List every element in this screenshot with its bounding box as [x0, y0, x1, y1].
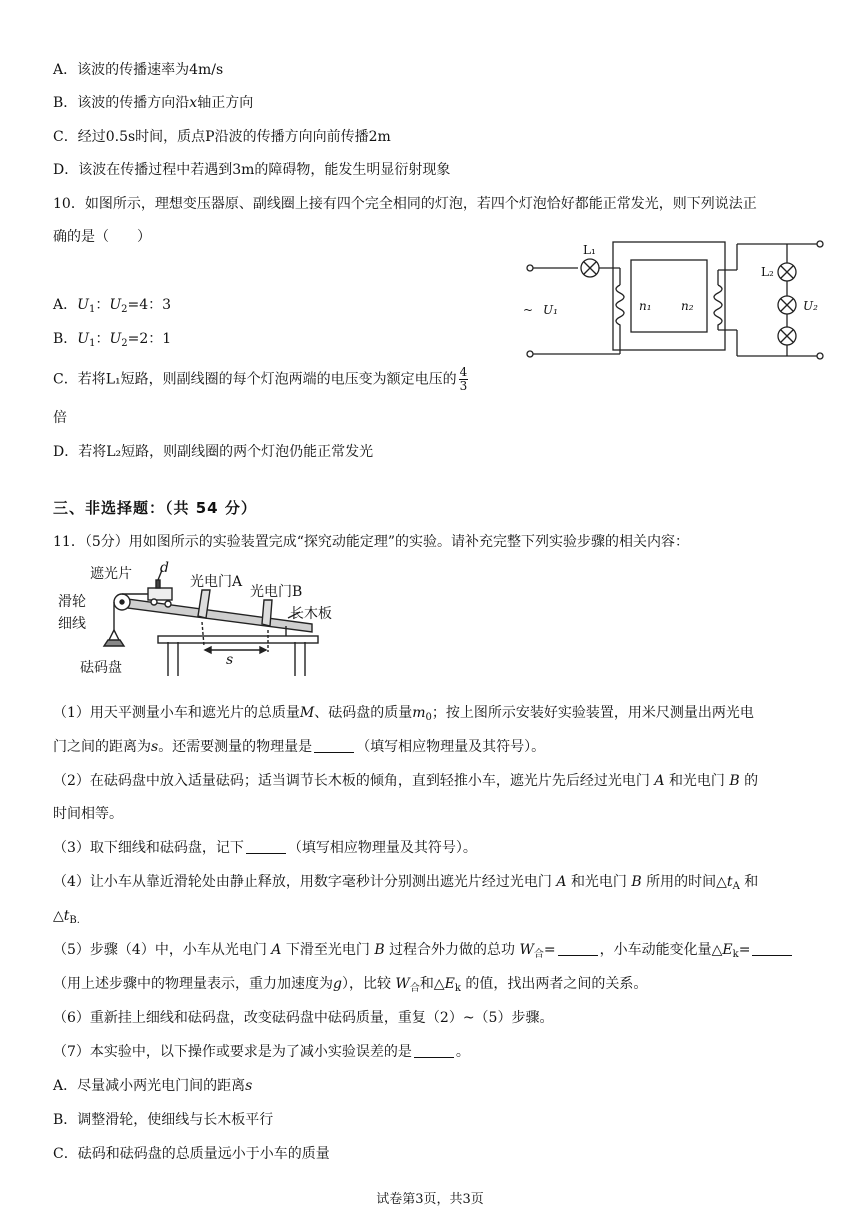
u1-label: U₁	[543, 303, 558, 317]
answer-blank-5[interactable]	[414, 1043, 454, 1058]
q11-option-a: A．尽量减小两光电门间的距离s	[53, 1078, 253, 1094]
q11-step2-line1: （2）在砝码盘中放入适量砝码；适当调节长木板的倾角，直到轻推小车，遮光片先后经过光电门 A 和光电门 B 的	[53, 773, 759, 789]
answer-blank-2[interactable]	[246, 839, 286, 854]
transformer-circuit-diagram	[505, 230, 835, 370]
lamp-l1-label: L₁	[583, 243, 596, 257]
q11-option-b: B．调整滑轮，使细线与长木板平行	[53, 1112, 274, 1128]
n1-label: n₁	[639, 299, 652, 313]
q10-option-c-tail: 倍	[53, 410, 67, 426]
q11-stem: 11．（5分）用如图所示的实验装置完成“探究动能定理”的实验。请补充完整下列实验步骤的相关内容：	[53, 534, 690, 550]
q10-stem-line1: 10．如图所示，理想变压器原、副线圈上接有四个完全相同的灯泡，若四个灯泡恰好都能正常发光，则下列说法正	[53, 196, 757, 212]
q9-option-b: B．该波的传播方向沿x轴正方向	[53, 95, 254, 111]
q10-option-a: A．$U_1$：$U_2=4$：3	[53, 297, 172, 315]
d-label: d	[160, 560, 169, 576]
q9-option-c: C．经过0.5s时间，质点P沿波的传播方向向前传播2m	[53, 129, 391, 145]
experiment-apparatus-figure	[50, 560, 370, 680]
pan-label: 砝码盘	[80, 660, 122, 676]
s-label: s	[226, 652, 234, 668]
gate-a-label: 光电门A	[190, 574, 243, 590]
page-footer: 试卷第3页，共3页	[376, 1192, 484, 1207]
q11-step7: （7）本实验中，以下操作或要求是为了减小实验误差的是 。	[53, 1044, 470, 1060]
board-label: 长木板	[290, 606, 332, 622]
q10-option-d: D．若将L₂短路，则副线圈的两个灯泡仍能正常发光	[53, 444, 374, 460]
q10-stem-line2: 确的是（ ）	[53, 229, 151, 245]
q9-option-d: D．该波在传播过程中若遇到3m的障碍物，能发生明显衍射现象	[53, 162, 451, 178]
answer-blank-4[interactable]	[752, 941, 792, 956]
q11-step6: （6）重新挂上细线和砝码盘，改变砝码盘中砝码质量，重复（2）~（5）步骤。	[53, 1010, 554, 1026]
n2-label: n₂	[681, 299, 694, 313]
lamp-l2-label: L₂	[761, 265, 774, 279]
q11-step1-line2: 门之间的距离为s。还需要测量的物理量是 （填写相应物理量及其符号）。	[53, 739, 546, 755]
q10-option-c: C．若将L₁短路，则副线圈的每个灯泡两端的电压变为额定电压的 $\frac{4}{3}$	[53, 365, 468, 393]
gate-b-label: 光电门B	[250, 584, 303, 600]
shading-plate-label: 遮光片	[90, 566, 132, 582]
section-3-heading: 三、非选择题：（共 54 分）	[53, 499, 257, 517]
q11-step5-line1: （5）步骤（4）中，小车从光电门 A 下滑至光电门 B 过程合外力做的总功 $W_合=$ ，小车动能变化量$\triangle E_k=$	[53, 940, 794, 960]
q11-step1-line1: （1）用天平测量小车和遮光片的总质量M、砝码盘的质量$m_0$；按上图所示安装好实验装置，用米尺测量出两光电	[53, 705, 754, 723]
q11-step5-line2: （用上述步骤中的物理量表示，重力加速度为g），比较 $W_合$和$\triangle E_k$ 的值，找出两者之间的关系。	[53, 976, 648, 994]
q11-step2-line2: 时间相等。	[53, 806, 123, 822]
answer-blank-1[interactable]	[314, 738, 354, 753]
string-label: 细线	[58, 616, 86, 632]
pulley-label: 滑轮	[58, 594, 86, 610]
q11-step3: （3）取下细线和砝码盘，记下 （填写相应物理量及其符号）。	[53, 840, 477, 856]
q10-option-b: B．$U_1$：$U_2=2$：1	[53, 331, 172, 349]
fraction-four-thirds: $\frac{4}{3}$	[459, 365, 468, 393]
q11-step4-line1: （4）让小车从靠近滑轮处由静止释放，用数字毫秒计分别测出遮光片经过光电门 A 和光电门 B 所用的时间$\triangle t_A$ 和	[53, 874, 759, 892]
q11-option-c: C．砝码和砝码盘的总质量远小于小车的质量	[53, 1146, 330, 1162]
answer-blank-3[interactable]	[558, 941, 598, 956]
ac-source-symbol: ~	[523, 303, 534, 317]
q11-step4-line2: $\triangle t_{B.}$	[53, 908, 80, 926]
q9-option-a: A．该波的传播速率为4m/s	[53, 62, 224, 78]
u2-label: U₂	[803, 299, 818, 313]
